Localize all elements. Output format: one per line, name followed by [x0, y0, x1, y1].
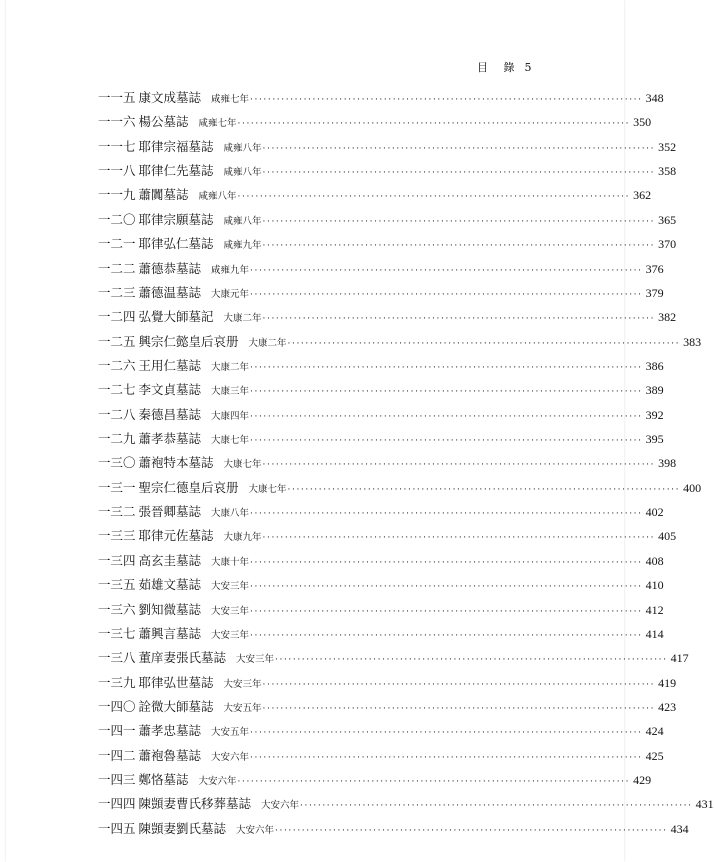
toc-entry	[98, 183, 652, 207]
entry-number: 一四五	[98, 820, 136, 836]
dot-leader: ························································································	[250, 265, 643, 276]
entry-year: 大安五年	[211, 727, 250, 739]
entry-year: 咸雍八年	[223, 142, 262, 154]
entry-page-number: 431	[695, 797, 714, 812]
entry-title: 楊公墓誌	[138, 114, 189, 130]
entry-title: 張晉卿墓誌	[138, 504, 202, 520]
running-header	[477, 59, 532, 75]
entry-year: 大安三年	[223, 678, 262, 690]
dot-leader: ························································································	[237, 777, 631, 788]
entry-page-number: 370	[658, 237, 677, 252]
entry-year: 大安五年	[223, 702, 262, 714]
entry-title: 蕭德温墓誌	[138, 284, 202, 300]
toc-entry	[98, 524, 677, 548]
entry-number: 一二三	[98, 284, 136, 300]
entry-title: 弘覺大師墓記	[138, 309, 214, 325]
dot-leader: ························································································	[237, 119, 631, 130]
entry-year: 大康二年	[223, 313, 262, 325]
entry-year: 大康二年	[248, 337, 287, 349]
entry-page-number: 429	[633, 773, 652, 788]
dot-leader: ························································································	[250, 630, 643, 641]
toc-entry	[98, 671, 677, 695]
entry-title: 興宗仁懿皇后哀册	[138, 333, 239, 349]
entry-page-number: 423	[658, 699, 677, 714]
entry-title: 高玄圭墓誌	[138, 552, 202, 568]
entry-page-number: 410	[645, 578, 664, 593]
dot-leader: ························································································	[287, 338, 681, 349]
entry-page-number: 408	[645, 553, 664, 568]
toc-entry	[98, 451, 677, 475]
dot-leader: ························································································	[262, 216, 656, 227]
dot-leader: ························································································	[250, 411, 643, 422]
entry-title: 茹雄文墓誌	[138, 577, 202, 593]
entry-page-number: 379	[645, 285, 664, 300]
entry-page-number: 405	[658, 529, 677, 544]
entry-title: 詮微大師墓誌	[138, 698, 214, 714]
entry-page-number: 412	[645, 602, 664, 617]
entry-page-number: 376	[645, 261, 664, 276]
entry-number: 一一九	[98, 187, 136, 203]
dot-leader: ························································································	[262, 679, 656, 690]
entry-number: 一三九	[98, 674, 136, 690]
entry-year: 大安六年	[236, 824, 275, 836]
entry-title: 陳顗妻劉氏墓誌	[138, 820, 227, 836]
dot-leader: ························································································	[250, 728, 643, 739]
entry-title: 康文成墓誌	[138, 90, 202, 105]
entry-title: 蕭袍魯墓誌	[138, 747, 202, 763]
dot-leader: ························································································	[300, 801, 693, 812]
toc-entry	[98, 646, 689, 670]
entry-number: 一二九	[98, 431, 136, 447]
entry-title: 蕭袍特本墓誌	[138, 455, 214, 471]
entry-title: 蕭德恭墓誌	[138, 260, 202, 276]
entry-number: 一三七	[98, 625, 136, 641]
toc-entry	[98, 135, 677, 159]
entry-title: 蕭興言墓誌	[138, 625, 202, 641]
toc-entry	[98, 622, 664, 646]
dot-leader: ························································································	[250, 436, 643, 447]
entry-page-number: 365	[658, 212, 677, 227]
entry-number: 一三六	[98, 601, 136, 617]
entry-number: 一三一	[98, 479, 136, 495]
dot-leader: ························································································	[250, 387, 643, 398]
entry-year: 大康七年	[248, 483, 287, 495]
toc-entry	[98, 378, 664, 402]
entry-year: 咸雍八年	[223, 215, 262, 227]
entry-number: 一二四	[98, 309, 136, 325]
entry-number: 一三〇	[98, 455, 136, 471]
entry-title: 蕭闐墓誌	[138, 187, 189, 203]
toc-entry	[98, 598, 664, 622]
dot-leader: ························································································	[287, 484, 681, 495]
entry-title: 聖宗仁德皇后哀册	[138, 479, 239, 495]
entry-page-number: 386	[645, 358, 664, 373]
dot-leader: ························································································	[262, 533, 656, 544]
toc-entry	[98, 792, 714, 816]
entry-number: 一一八	[98, 163, 136, 179]
entry-number: 一四四	[98, 796, 136, 812]
entry-year: 大安六年	[211, 751, 250, 763]
entry-page-number: 417	[670, 651, 689, 666]
toc-entry	[98, 476, 702, 500]
entry-year: 大康四年	[211, 410, 250, 422]
dot-leader: ························································································	[262, 168, 656, 179]
dot-leader: ························································································	[262, 241, 656, 252]
entry-year: 大安三年	[211, 629, 250, 641]
entry-page-number: 398	[658, 456, 677, 471]
entry-page-number: 425	[645, 748, 664, 763]
entry-year: 大康七年	[211, 435, 250, 447]
toc-entry	[98, 86, 664, 110]
entry-year: 大安三年	[211, 605, 250, 617]
entry-number: 一一七	[98, 138, 136, 154]
dot-leader: ························································································	[262, 703, 656, 714]
entry-title: 耶律元佐墓誌	[138, 528, 214, 544]
entry-page-number: 419	[658, 675, 677, 690]
toc-entry	[98, 500, 664, 524]
entry-number: 一一五	[98, 90, 136, 105]
entry-title: 蕭孝忠墓誌	[138, 723, 202, 739]
entry-number: 一四三	[98, 772, 136, 788]
dot-leader: ························································································	[250, 362, 643, 373]
entry-page-number: 402	[645, 505, 664, 520]
toc-entry	[98, 159, 677, 183]
entry-number: 一四二	[98, 747, 136, 763]
entry-title: 鄭恪墓誌	[138, 772, 189, 788]
entry-number: 一四〇	[98, 698, 136, 714]
book-page	[6, 0, 714, 862]
entry-page-number: 358	[658, 164, 677, 179]
toc-entry	[98, 232, 677, 256]
entry-year: 咸雍七年	[198, 118, 237, 130]
dot-leader: ························································································	[275, 655, 668, 666]
toc-entry	[98, 208, 677, 232]
toc-entry	[98, 768, 652, 792]
entry-title: 董庠妻張氏墓誌	[138, 650, 227, 666]
entry-year: 大安六年	[198, 776, 237, 788]
entry-year: 咸雍八年	[223, 167, 262, 179]
toc-entry	[98, 744, 664, 768]
entry-page-number: 350	[633, 115, 652, 130]
entry-title: 蕭孝恭墓誌	[138, 431, 202, 447]
entry-year: 大安六年	[261, 800, 300, 812]
dot-leader: ························································································	[262, 314, 656, 325]
entry-number: 一二六	[98, 357, 136, 373]
toc-entry	[98, 695, 677, 719]
entry-number: 一二七	[98, 382, 136, 398]
entry-year: 大康十年	[211, 556, 250, 568]
toc-entry	[98, 354, 664, 378]
header-title: 目 錄	[477, 61, 521, 74]
toc-entry	[98, 427, 664, 451]
entry-page-number: 395	[645, 432, 664, 447]
entry-number: 一三四	[98, 552, 136, 568]
entry-year: 咸雍九年	[223, 240, 262, 252]
dot-leader: ························································································	[237, 192, 631, 203]
toc-entry	[98, 549, 664, 573]
dot-leader: ························································································	[250, 557, 643, 568]
entry-title: 耶律宗願墓誌	[138, 211, 214, 227]
entry-year: 大康七年	[223, 459, 262, 471]
entry-title: 耶律仁先墓誌	[138, 163, 214, 179]
entry-page-number: 392	[645, 407, 664, 422]
table-of-contents	[98, 86, 714, 841]
entry-page-number: 362	[633, 188, 652, 203]
entry-title: 李文貞墓誌	[138, 382, 202, 398]
entry-number: 一三三	[98, 528, 136, 544]
toc-entry	[98, 257, 664, 281]
entry-page-number: 424	[645, 724, 664, 739]
toc-entry	[98, 281, 664, 305]
toc-entry	[98, 719, 664, 743]
dot-leader: ························································································	[250, 289, 643, 300]
entry-year: 咸雍八年	[198, 191, 237, 203]
entry-year: 咸雍九年	[211, 264, 250, 276]
entry-title: 秦德昌墓誌	[138, 406, 202, 422]
entry-title: 陳顗妻曹氏移葬墓誌	[138, 796, 252, 812]
entry-page-number: 352	[658, 139, 677, 154]
entry-year: 大安三年	[211, 581, 250, 593]
toc-entry	[98, 330, 702, 354]
entry-year: 大康九年	[223, 532, 262, 544]
entry-number: 一四一	[98, 723, 136, 739]
entry-title: 耶律弘仁墓誌	[138, 236, 214, 252]
header-page-number: 5	[524, 61, 532, 74]
dot-leader: ························································································	[250, 582, 643, 593]
entry-number: 一三八	[98, 650, 136, 666]
dot-leader: ························································································	[262, 143, 656, 154]
entry-number: 一一六	[98, 114, 136, 130]
entry-page-number: 383	[683, 334, 702, 349]
entry-number: 一二五	[98, 333, 136, 349]
entry-year: 大康三年	[211, 386, 250, 398]
entry-title: 耶律宗福墓誌	[138, 138, 214, 154]
entry-number: 一二二	[98, 260, 136, 276]
dot-leader: ························································································	[250, 509, 643, 520]
dot-leader: ························································································	[250, 752, 643, 763]
entry-page-number: 434	[670, 821, 689, 836]
entry-page-number: 414	[645, 626, 664, 641]
entry-year: 大康元年	[211, 288, 250, 300]
toc-entry	[98, 817, 689, 841]
entry-number: 一二八	[98, 406, 136, 422]
toc-entry	[98, 573, 664, 597]
entry-year: 大康二年	[211, 361, 250, 373]
entry-number: 一二一	[98, 236, 136, 252]
dot-leader: ························································································	[262, 460, 656, 471]
entry-title: 耶律弘世墓誌	[138, 674, 214, 690]
dot-leader: ························································································	[275, 825, 668, 836]
dot-leader: ························································································	[250, 606, 643, 617]
entry-year: 大安三年	[236, 654, 275, 666]
entry-page-number: 400	[683, 480, 702, 495]
entry-title: 王用仁墓誌	[138, 357, 202, 373]
entry-year: 大康八年	[211, 508, 250, 520]
entry-page-number: 389	[645, 383, 664, 398]
entry-page-number: 382	[658, 310, 677, 325]
entry-number: 一三二	[98, 504, 136, 520]
entry-year: 咸雍七年	[211, 94, 250, 105]
entry-page-number: 348	[645, 91, 664, 105]
entry-number: 一二〇	[98, 211, 136, 227]
dot-leader: ························································································	[250, 95, 643, 105]
toc-entry	[98, 403, 664, 427]
toc-entry	[98, 110, 652, 134]
entry-title: 劉知微墓誌	[138, 601, 202, 617]
toc-entry	[98, 305, 677, 329]
entry-number: 一三五	[98, 577, 136, 593]
